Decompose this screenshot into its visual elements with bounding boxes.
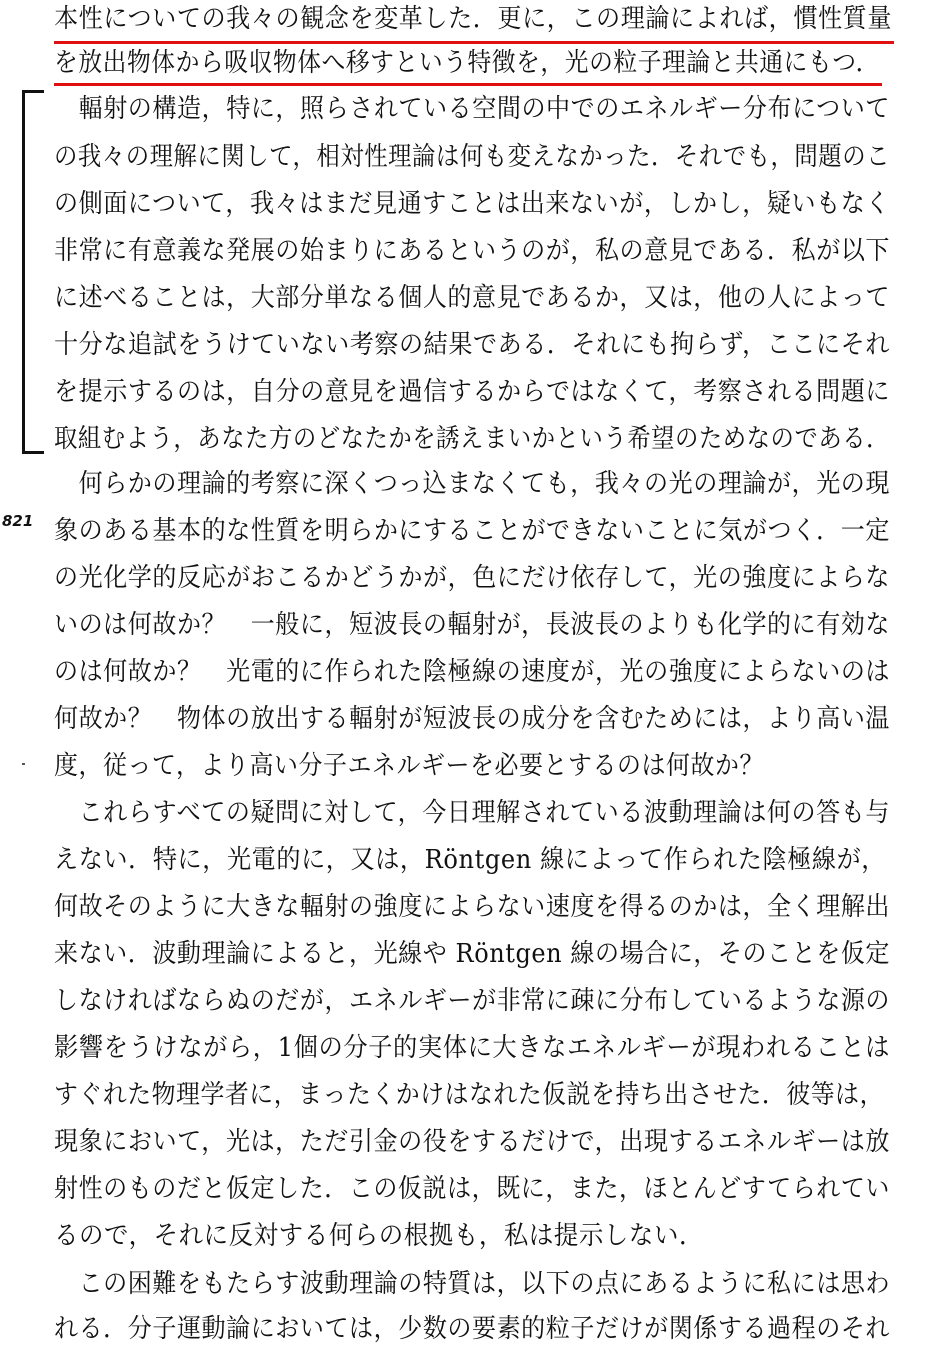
- text-line: すぐれた物理学者に，まったくかけはなれた仮説を持ち出させた．彼等は，: [54, 1080, 884, 1110]
- text-line: 何故そのように大きな輻射の強度によらない速度を得るのかは，全く理解出: [54, 892, 890, 922]
- text-line: 本性についての我々の観念を変革した．更に，この理論によれば，慣性質量: [54, 4, 892, 34]
- margin-bracket: [22, 90, 44, 454]
- red-underline-2: [54, 83, 882, 86]
- text-line: の光化学的反応がおこるかどうかが，色にだけ依存して，光の強度によらな: [54, 563, 890, 593]
- text-line: これらすべての疑問に対して，今日理解されている波動理論は何の答も与: [54, 798, 890, 828]
- text-line: えない．特に，光電的に，又は，Röntgen 線によって作られた陰極線が，: [54, 845, 886, 875]
- text-line: 十分な追試をうけていない考察の結果である．それにも拘らず，ここにそれ: [54, 330, 890, 360]
- text-line: に述べることは，大部分単なる個人的意見であるか，又は，他の人によって: [54, 283, 890, 313]
- text-line: 輻射の構造，特に，照らされている空間の中でのエネルギー分布について: [54, 94, 890, 124]
- text-line: 何らかの理論的考察に深くつっ込まなくても，我々の光の理論が，光の現: [54, 469, 890, 499]
- margin-page-number: 821: [2, 512, 34, 530]
- text-line: 度，従って，より高い分子エネルギーを必要とするのは何故か？: [54, 751, 764, 781]
- text-line: の側面について，我々はまだ見通すことは出来ないが，しかし，疑いもなく: [54, 189, 890, 219]
- text-line: 射性のものだと仮定した．この仮説は，既に，また，ほとんどすてられてい: [54, 1174, 890, 1204]
- text-line: しなければならぬのだが，エネルギーが非常に疎に分布しているような源の: [54, 986, 890, 1016]
- red-underline-1: [54, 41, 894, 44]
- text-line: 影響をうけながら，1個の分子的実体に大きなエネルギーが現われることは: [54, 1033, 890, 1063]
- text-line: 何故か？ 物体の放出する輻射が短波長の成分を含むためには，より高い温: [54, 704, 890, 734]
- text-line: 現象において，光は，ただ引金の役をするだけで，出現するエネルギーは放: [54, 1127, 890, 1157]
- text-line: の我々の理解に関して，相対性理論は何も変えなかった．それでも，問題のこ: [54, 142, 890, 172]
- text-line: を提示するのは，自分の意見を過信するからではなくて，考察される問題に: [54, 377, 890, 407]
- text-line: 来ない．波動理論によると，光線や Röntgen 線の場合に，そのことを仮定: [54, 939, 890, 969]
- text-line: 非常に有意義な発展の始まりにあるというのが，私の意見である．私が以下: [54, 236, 890, 266]
- text-line: のは何故か？ 光電的に作られた陰極線の速度が，光の強度によらないのは: [54, 657, 890, 687]
- text-line: るので，それに反対する何らの根拠も，私は提示しない．: [54, 1221, 704, 1251]
- text-line: 取組むよう，あなた方のどなたかを誘えまいかという希望のためなのである．: [54, 424, 890, 454]
- text-line: 象のある基本的な性質を明らかにすることができないことに気がつく．一定: [54, 516, 890, 546]
- text-line: いのは何故か？ 一般に，短波長の輻射が，長波長のよりも化学的に有効な: [54, 610, 890, 640]
- text-line: この困難をもたらす波動理論の特質は，以下の点にあるように私には思わ: [54, 1269, 890, 1299]
- text-line: れる．分子運動論においては，少数の要素的粒子だけが関係する過程のそれ: [54, 1314, 890, 1344]
- text-line: を放出物体から吸収物体へ移すという特徴を，光の粒子理論と共通にもつ．: [54, 48, 880, 78]
- scan-speck: [22, 763, 25, 765]
